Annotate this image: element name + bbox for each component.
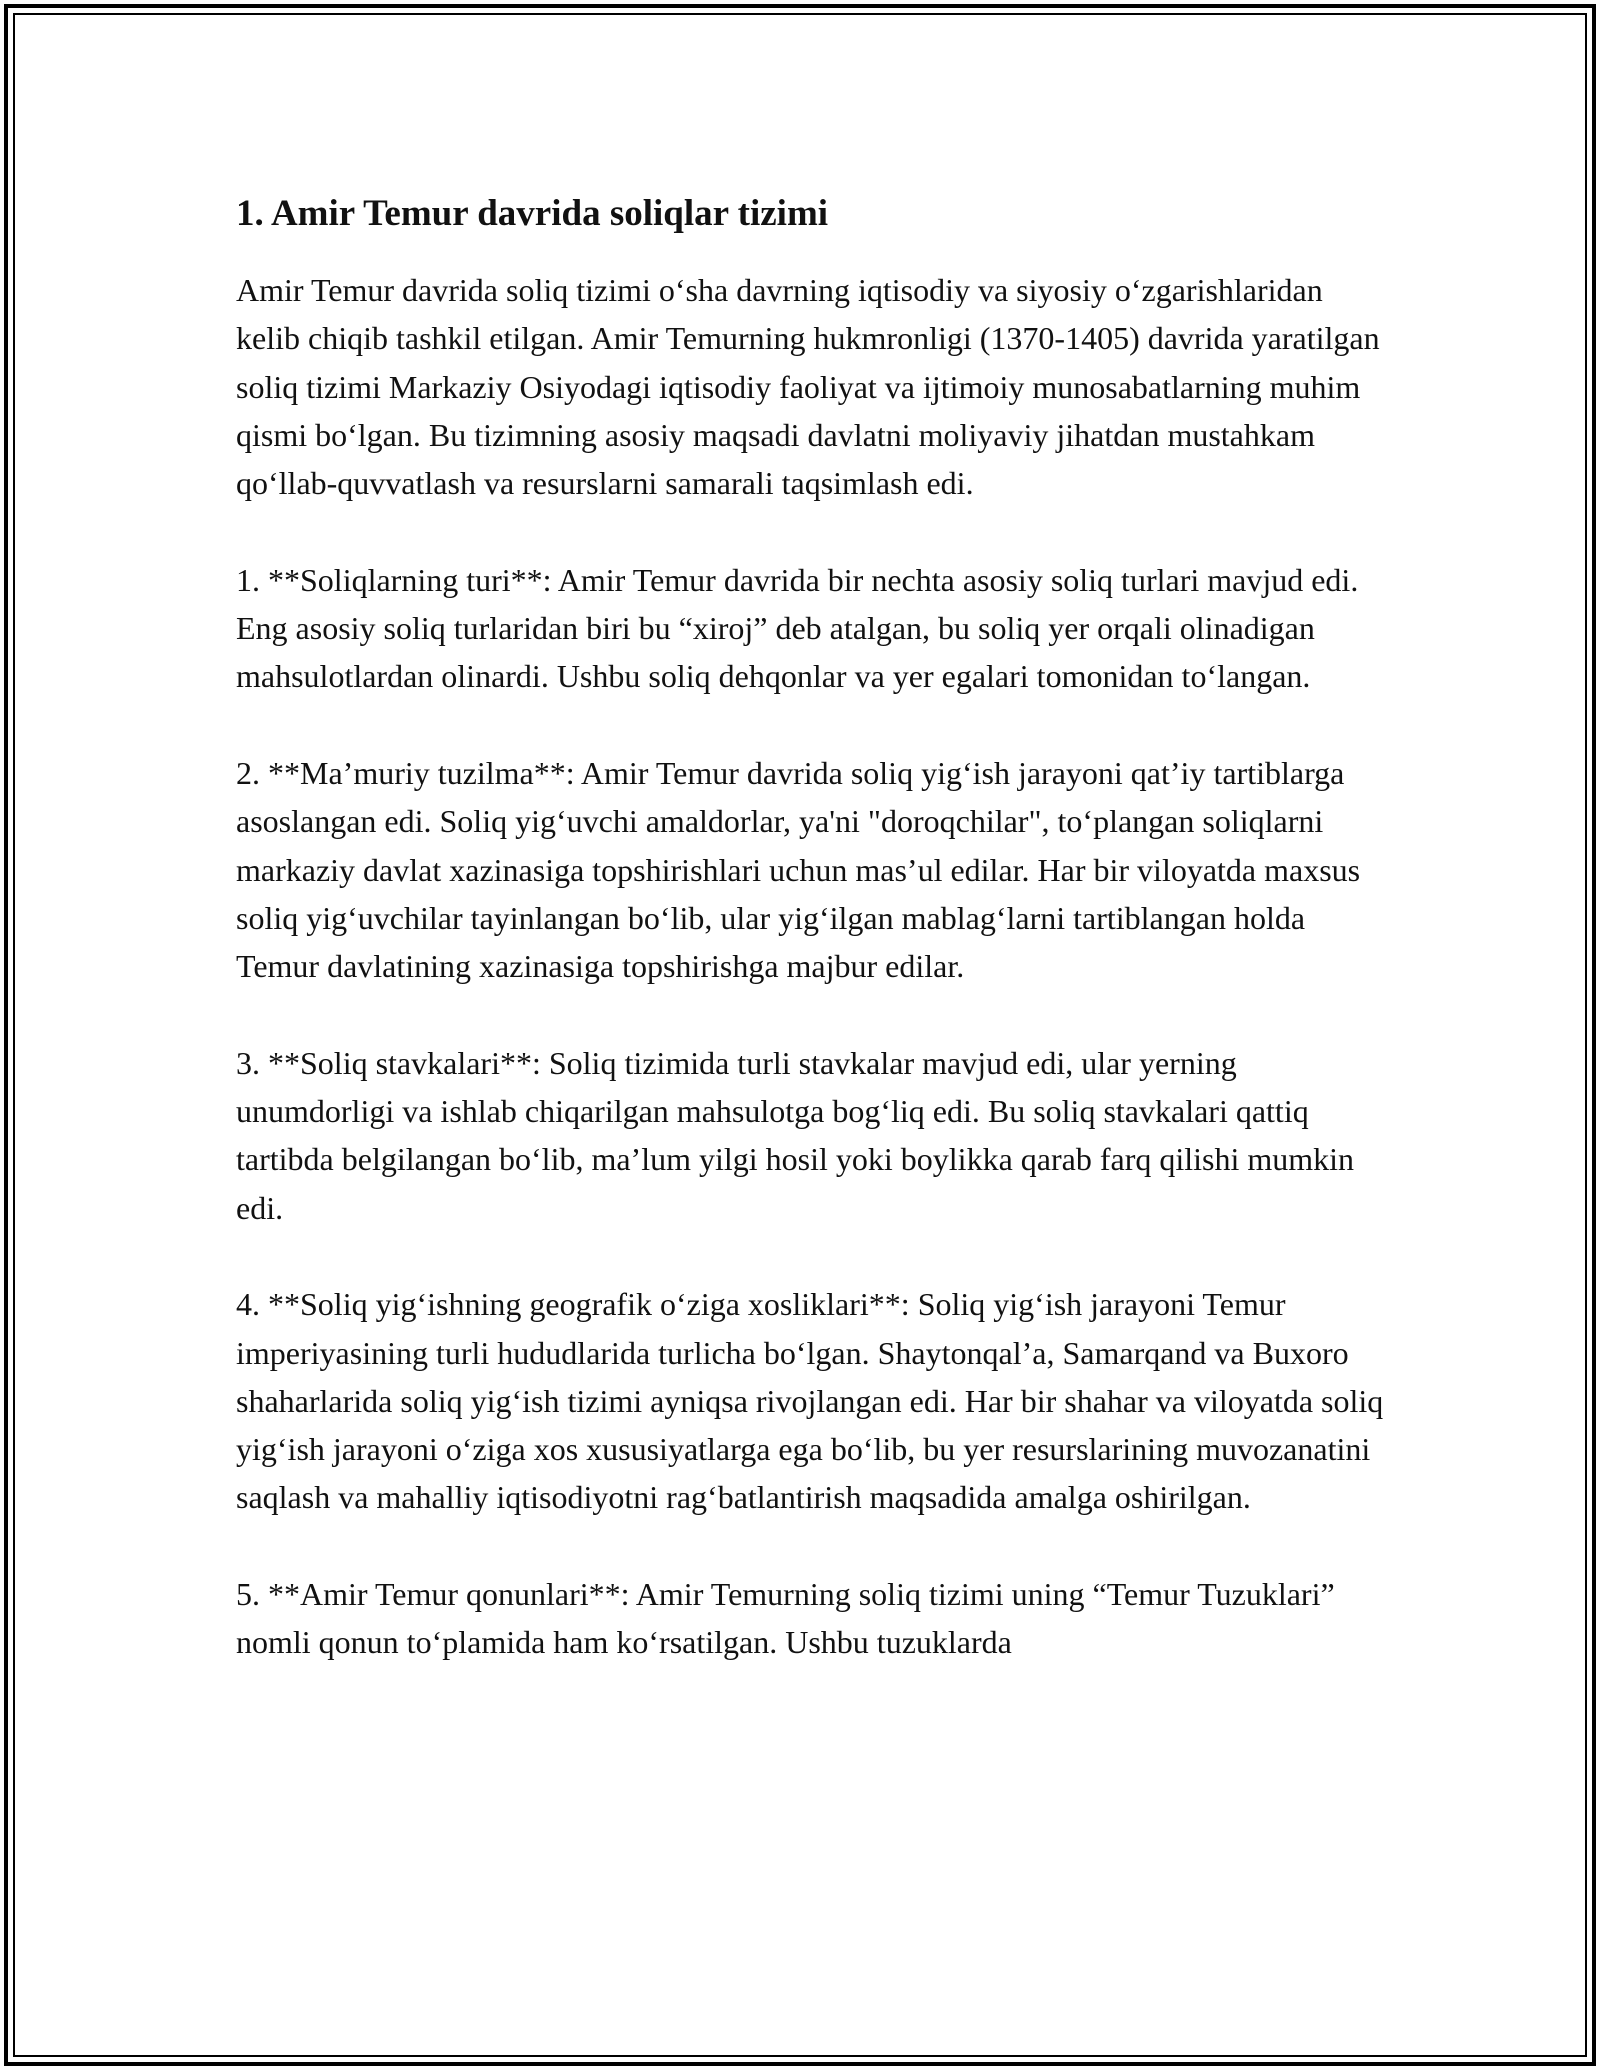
list-item-temur-laws: 5. **Amir Temur qonunlari**: Amir Temurning soliq tizimi uning “Temur Tuzuklari” nomli qonun to‘plamida ham ko‘rsatilgan. Ushbu tuzuklarda bbox=[236, 1576, 1335, 1661]
document-body bbox=[236, 188, 1386, 1667]
intro-paragraph: Amir Temur davrida soliq tizimi o‘sha davrning iqtisodiy va siyosiy o‘zgarishlaridan kelib chiqib tashkil etilgan. Amir Temurning hukmronligi (1370-1405) davrida yaratilgan soliq tizimi Markaziy Osiyodagi iqtisodiy faoliyat va ijtimoiy munosabatlarning muhim qismi bo‘lgan. Bu tizimning asosiy maqsadi davlatni moliyaviy jihatdan mustahkam qo‘llab-quvvatlash va resurslarni samarali taqsimlash edi. bbox=[236, 272, 1380, 502]
list-item-administrative-structure: 2. **Ma’muriy tuzilma**: Amir Temur davrida soliq yig‘ish jarayoni qat’iy tartiblarga asoslangan edi. Soliq yig‘uvchi amaldorlar, ya'ni "doroqchilar", to‘plangan soliqlarni markaziy davlat xazinasiga topshirishlari uchun mas’ul edilar. Har bir viloyatda maxsus soliq yig‘uvchilar tayinlangan bo‘lib, ular yig‘ilgan mablag‘larni tartiblangan holda Temur davlatining xazinasiga topshirishga majbur edilar. bbox=[236, 754, 1361, 985]
list-item-geographic-features: 4. **Soliq yig‘ishning geografik o‘ziga xosliklari**: Soliq yig‘ish jarayoni Temur imperiyasining turli hududlarida turlicha bo‘lgan. Shaytonqal’a, Samarqand va Buxoro shaharlarida soliq yig‘ish tizimi ayniqsa rivojlangan edi. Har bir shahar va viloyatda soliq yig‘ish jarayoni o‘ziga xos xususiyatlarga ega bo‘lib, bu yer resurslarining muvozanatini saqlash va mahalliy iqtisodiyotni rag‘batlantirish maqsadida amalga oshirilgan. bbox=[236, 1286, 1384, 1516]
section-heading: 1. Amir Temur davrida soliqlar tizimi bbox=[236, 193, 829, 234]
list-item-tax-types: 1. **Soliqlarning turi**: Amir Temur davrida bir nechta asosiy soliq turlari mavjud edi. Eng asosiy soliq turlaridan biri bu “xiroj” deb atalgan, bu soliq yer orqali olinadigan mahsulotlardan olinardi. Ushbu soliq dehqonlar va yer egalari tomonidan to‘langan. bbox=[236, 561, 1359, 695]
list-item-tax-rates: 3. **Soliq stavkalari**: Soliq tizimida turli stavkalar mavjud edi, ular yerning unumdorligi va ishlab chiqarilgan mahsulotga bog‘liq edi. Bu soliq stavkalari qattiq tartibda belgilangan bo‘lib, ma’lum yilgi hosil yoki boylikka qarab farq qilishi mumkin edi. bbox=[236, 1044, 1355, 1226]
